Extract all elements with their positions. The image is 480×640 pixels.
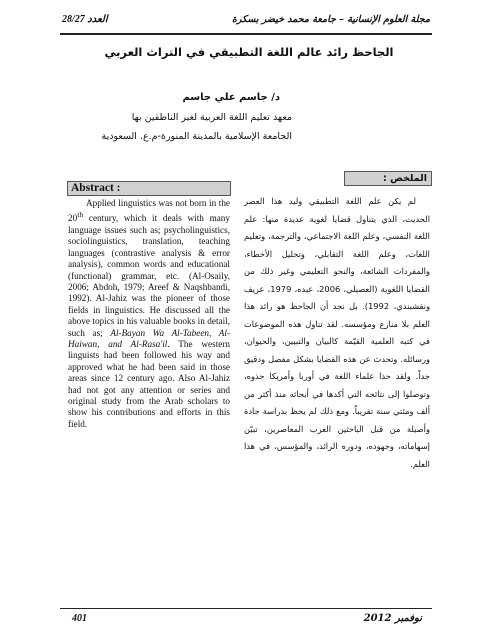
- article-title: الجاحظ رائد عالم اللغة التطبيقي في التراث العربي: [104, 45, 394, 59]
- abstract-superscript: th: [77, 210, 84, 220]
- page-number: 401: [72, 613, 87, 624]
- abstract-text-1: Applied linguistics was not born in the 20: [68, 198, 230, 224]
- running-head: [62, 14, 430, 30]
- abstract-text-3: . The western linguists had been followed his way and approved what he had been said in those areas since 12 century ago. Also Al-Jahiz had not got any attention or series and original study from the Arab scholars to show his contributions and efforts in this field.: [68, 338, 230, 429]
- abstract-heading: Abstract :: [67, 181, 231, 196]
- summary-body: [244, 193, 430, 473]
- abstract-text-2: century, which it deals with many language issues such as; psycholinguistics, sociolinguistics, translation, teaching languages (contrastive analysis & error analysis), common words and educational (functional) grammar, etc. (Al-Osaily, 2006; Abdoh, 1979; Areef & Naqshbandi, 1992). Al-Jahiz was the pioneer of those fields in linguistics. He discussed all the above topics in his valuable books in detail, such as;: [68, 213, 230, 338]
- abstract-book-titles: Al-Bayan Wa Al-Tabeen, Al-Haiwan, and Al-Rasa'il: [68, 327, 230, 349]
- abstract-body: [68, 198, 230, 430]
- issue-date: نوفمبر 2012: [363, 613, 422, 624]
- summary-paragraph: لم يكن علم اللغة التطبيقي وليد هذا العصر الحديث، الذي يتناول قضايا لغوية عديدة منها: علم اللغة النفسي، وعلم اللغة الاجتماعي، والترجمة، وتعليم اللغات، وعلم اللغة التقابلي، وتحليل الأخطاء، والمفردات الشائعة، والنحو التعليمي وغير ذلك من القضايا اللغوية (العصيلي، 2006، عبده، 1979، عريف ونقشبندي، 1992). بل نجد أن الجاحظ هو رائد هذا العلم بلا منازع ومؤسسه. لقد تناول هذه الموضوعات في كتبه العلمية القيّمة كالبيان والتبيين، والحيوان، ورسائله. وتحدث عن هذه القضايا بشكل مفصل ودقيق جداً. ولقد حذا علماء اللغة في أوربا وأمريكا حذوه، وتوصلوا إلى نتائجه التي أكدها في أبحاثه منذ أكثر من ألف ومئتي سنة تقريباً. ومع ذلك لم يحظ بدراسة جادة وأصيلة من قبل الباحثين العرب المعاصرين، تبيّن إسهاماته، وجهوده، ودوره الرائد، والمؤسس، في هذا العلم.: [244, 196, 430, 469]
- author-affiliation-institute: معهد تعليم اللغة العربية لغير الناطقين بها: [131, 112, 292, 123]
- author-affiliation-university: الجامعة الإسلامية بالمدينة المنورة-م.ع. السعودية: [101, 131, 292, 142]
- footer-rule: [60, 608, 432, 609]
- author-name: د/ جاسم علي جاسم: [182, 92, 280, 103]
- journal-name: مجلة العلوم الإنسانية – جامعة محمد خيضر بسكرة: [231, 14, 430, 25]
- abstract-paragraph: [68, 198, 230, 430]
- footer: [72, 613, 422, 627]
- issue-number: العدد 28/27: [62, 14, 108, 25]
- header-rule: [60, 33, 432, 35]
- summary-heading: الملخص :: [344, 171, 432, 186]
